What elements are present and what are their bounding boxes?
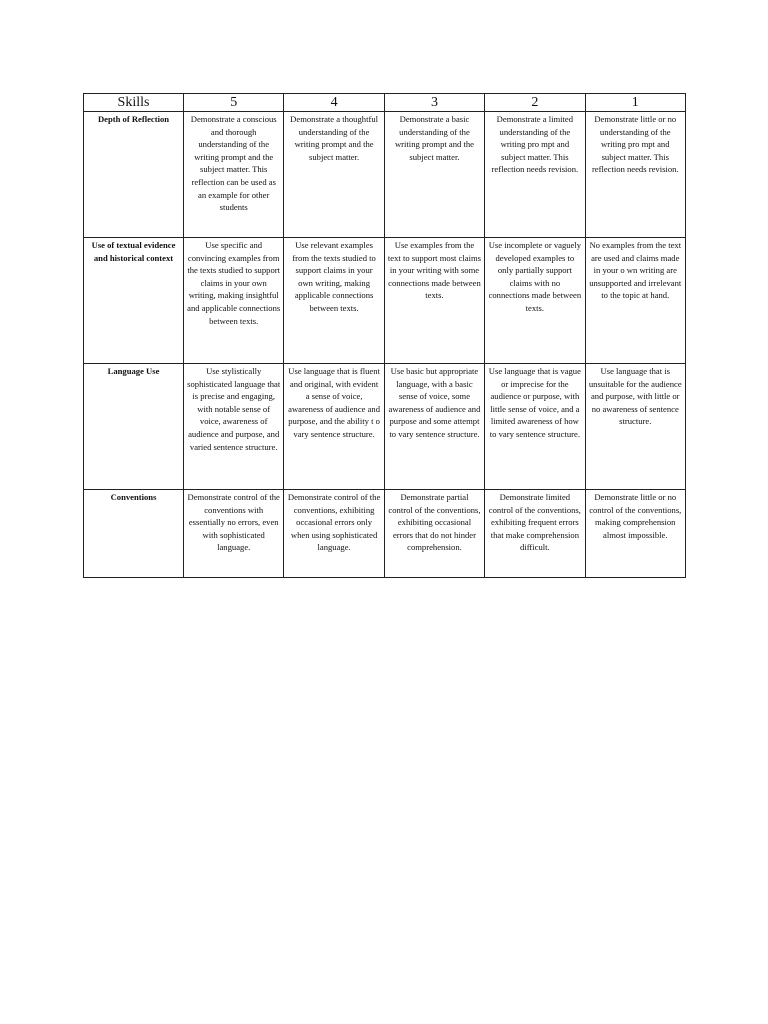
criterion-cell: Demonstrate a conscious and thorough understanding of the writing prompt and the subject matter. This reflection can be used as an example for other students	[184, 112, 284, 238]
criterion-cell: Demonstrate a basic understanding of the writing prompt and the subject matter.	[384, 112, 484, 238]
skill-label: Use of textual evidence and historical context	[84, 238, 184, 364]
table-row	[84, 364, 686, 490]
criterion-cell: Use specific and convincing examples from the texts studied to support claims in your own writing, making insightful and applicable connections between texts.	[184, 238, 284, 364]
criterion-cell: Demonstrate control of the conventions with essentially no errors, even with sophisticated language.	[184, 490, 284, 578]
criterion-cell: Demonstrate limited control of the conventions, exhibiting frequent errors that make comprehension difficult.	[485, 490, 585, 578]
criterion-cell: Demonstrate control of the conventions, exhibiting occasional errors only when using sophisticated language.	[284, 490, 384, 578]
skill-label: Conventions	[84, 490, 184, 578]
table-row	[84, 490, 686, 578]
criterion-cell: Use incomplete or vaguely developed examples to only partially support claims with no connections made between texts.	[485, 238, 585, 364]
criterion-cell: Use relevant examples from the texts studied to support claims in your own writing, making applicable connections between texts.	[284, 238, 384, 364]
criterion-cell: Use language that is fluent and original, with evident a sense of voice, awareness of audience and purpose, and the ability t o vary sentence structure.	[284, 364, 384, 490]
header-score-4: 4	[284, 94, 384, 112]
header-score-2: 2	[485, 94, 585, 112]
criterion-cell: Use stylistically sophisticated language that is precise and engaging, with notable sense of voice, awareness of audience and purpose, and varied sentence structure.	[184, 364, 284, 490]
criterion-cell: Use examples from the text to support most claims in your writing with some connections made between texts.	[384, 238, 484, 364]
header-score-1: 1	[585, 94, 685, 112]
criterion-cell: Use basic but appropriate language, with a basic sense of voice, some awareness of audience and purpose and some attempt to vary sentence structure.	[384, 364, 484, 490]
skill-label: Depth of Reflection	[84, 112, 184, 238]
criterion-cell: Use language that is unsuitable for the audience and purpose, with little or no awareness of sentence structure.	[585, 364, 685, 490]
criterion-cell: Demonstrate partial control of the conventions, exhibiting occasional errors that do not hinder comprehension.	[384, 490, 484, 578]
header-skills: Skills	[84, 94, 184, 112]
header-score-3: 3	[384, 94, 484, 112]
criterion-cell: Demonstrate little or no control of the conventions, making comprehension almost impossible.	[585, 490, 685, 578]
criterion-cell: Demonstrate a thoughtful understanding of the writing prompt and the subject matter.	[284, 112, 384, 238]
header-row	[84, 94, 686, 112]
criterion-cell: Use language that is vague or imprecise for the audience or purpose, with little sense of voice, and a limited awareness of how to vary sentence structure.	[485, 364, 585, 490]
rubric-table	[83, 93, 686, 578]
table-row	[84, 112, 686, 238]
criterion-cell: Demonstrate a limited understanding of the writing pro mpt and subject matter. This reflection needs revision.	[485, 112, 585, 238]
table-row	[84, 238, 686, 364]
skill-label: Language Use	[84, 364, 184, 490]
header-score-5: 5	[184, 94, 284, 112]
criterion-cell: No examples from the text are used and claims made in your o wn writing are unsupported and irrelevant to the topic at hand.	[585, 238, 685, 364]
criterion-cell: Demonstrate little or no understanding of the writing pro mpt and subject matter. This reflection needs revision.	[585, 112, 685, 238]
